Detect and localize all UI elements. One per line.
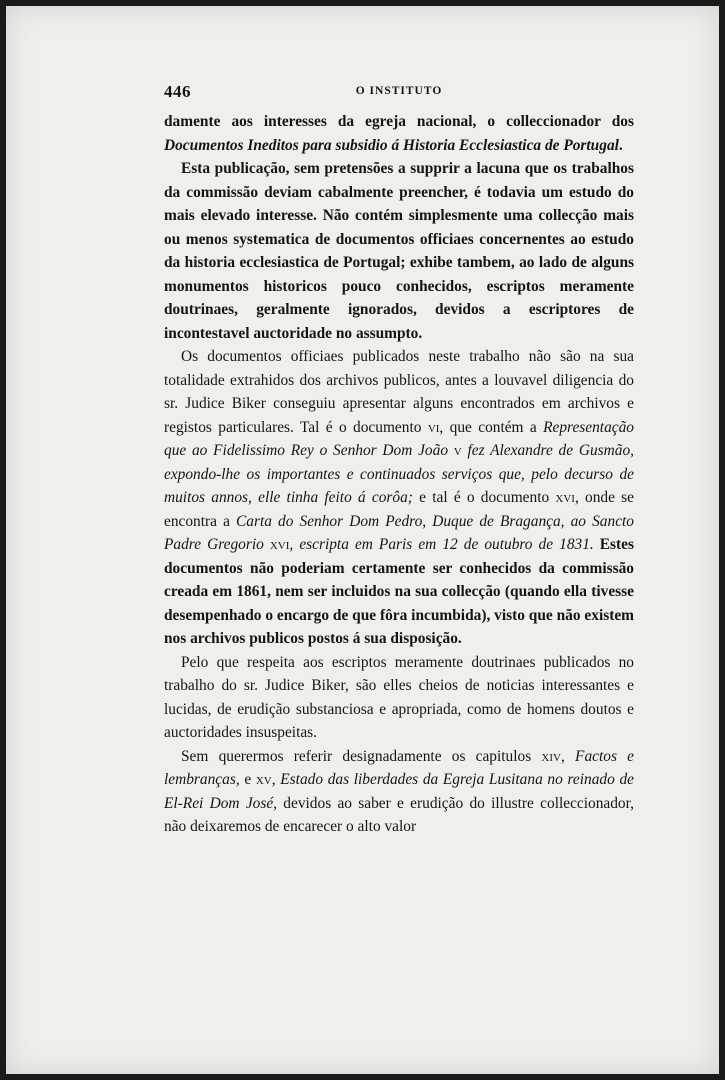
text-span: devidos ao saber e erudição do illustre colleccionador, não deixaremos de encarecer o alto valor [164, 794, 634, 835]
text-span: Carta do Senhor Dom Pedro, Duque de Bragança, ao Sancto Padre Gregorio [164, 512, 634, 553]
paragraph-2 [164, 157, 634, 345]
body-text [164, 110, 634, 839]
page-number: 446 [164, 82, 191, 101]
text-span: e tal é o documento [412, 489, 556, 506]
text-span: xiv [541, 747, 561, 765]
text-span: Esta publicação, sem pretensões a supprir a lacuna que os trabalhos da commissão deviam cabalmente preencher, é todavia um estudo do mais elevado interesse. Não contém simplesmente uma collecção mais ou menos systematica de documentos officiaes concernentes ao estudo da historia ecclesiastica de Portugal; exhibe tambem, ao lado de alguns monumentos historicos pouco conhecidos, escriptos meramente doutrinaes, geralmente ignorados, devidos a escriptores de incontestavel auctoridade no assumpto. [164, 160, 634, 342]
text-span: , [560, 747, 576, 765]
text-span: , que contém a [439, 418, 544, 436]
text-span: Sem querermos referir designadamente os capitulos [181, 747, 542, 765]
text-span: xvi [263, 536, 290, 553]
text-span: fez Alexandre de Gusmão, expondo-lhe os importantes e continuados serviços que, pelo decurso de muitos annos, elle tinha feito á corôa; [164, 442, 634, 506]
text-span: Estes documentos não poderiam certamente ser conhecidos da commissão creada em 1861, nem ser incluidos na sua collecção (quando ella tivesse desempenhado o encargo de que fôra incumbida), visto que não existem nos archivos publicos postos á sua disposição. [164, 536, 634, 647]
page-header [164, 82, 634, 106]
text-span: vi [427, 418, 440, 436]
text-span: , [271, 771, 281, 788]
scanned-page [6, 6, 719, 1074]
paragraph-1 [164, 110, 634, 157]
text-span: . [618, 136, 623, 154]
text-span: Representação que ao Fidelissimo Rey o Senhor Dom João [164, 418, 634, 459]
text-span: Os documentos officiaes publicados neste trabalho não são na sua totalidade extrahidos dos archivos publicos, antes a louvavel diligencia do sr. Judice Biker conseguiu apresentar alguns encontrados em archivos e registos particulares. Tal é o documento [164, 348, 634, 436]
text-span: , escripta em Paris em 12 de outubro de 1831. [289, 536, 594, 553]
text-span: , onde se encontra a [164, 489, 634, 530]
text-span: Factos e lembranças, [164, 747, 634, 788]
text-span: damente aos interesses da egreja nacional, o colleccionador dos [164, 113, 634, 130]
text-span: Estado das liberdades da Egreja Lusitana no reinado de El-Rei Dom José, [164, 771, 635, 812]
text-span: xv [255, 771, 272, 788]
text-span: xvi [555, 489, 575, 506]
text-span: e [239, 771, 256, 788]
paragraph-5 [164, 745, 634, 839]
paragraph-4 [164, 651, 634, 745]
running-title: O INSTITUTO [355, 85, 443, 97]
text-span: Pelo que respeita aos escriptos meramente doutrinaes publicados no trabalho do sr. Judice Biker, são elles cheios de noticias interessantes e lucidas, de erudição substanciosa e apropriada, como de homens doutos e auctoridades insuspeitas. [164, 653, 634, 741]
text-span: v [448, 442, 468, 459]
text-span: Documentos Ineditos para subsidio á Historia Ecclesiastica de Portugal [164, 136, 619, 154]
paragraph-3 [164, 345, 634, 651]
